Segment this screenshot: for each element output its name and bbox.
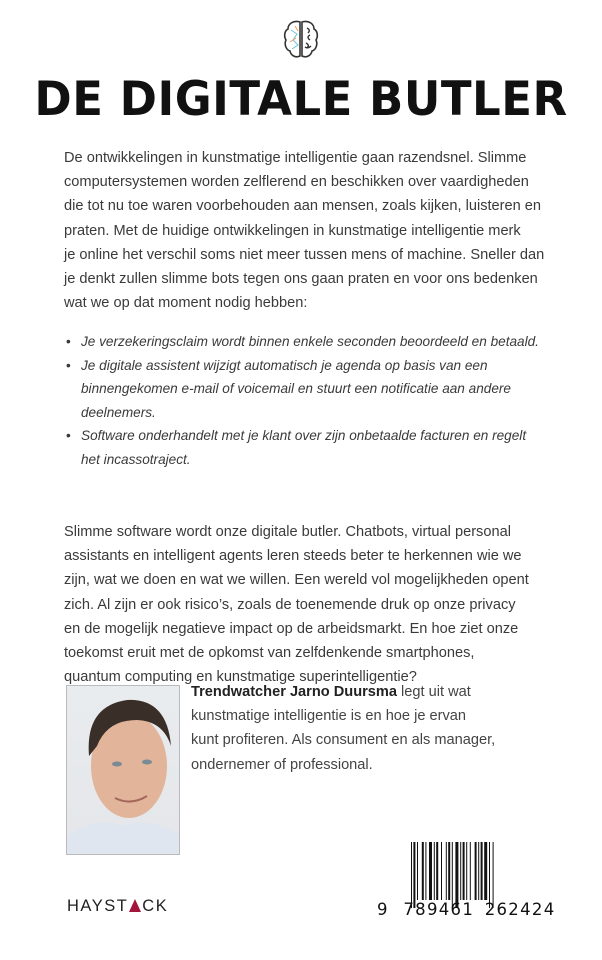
barcode-bar [429,842,432,900]
bullet-dot: • [66,334,71,349]
bullet-list [64,330,539,472]
publisher-logo [67,897,168,916]
isbn-group: 262424 [484,900,556,919]
text-line: quantum computing en kunstmatige superintelligentie? [64,669,417,686]
text-line: zich. Al zijn er ook risico’s, zoals de toenemende druk op onze privacy [64,596,516,613]
isbn-digit: 9 [377,900,389,919]
isbn-number [377,900,556,919]
text-line: die tot nu toe waren voorbehouden aan mensen, zoals kijken, luisteren en [64,198,542,215]
text-line: en de mogelijk negatieve impact op de arbeidsmarkt. En hoe ziet onze [64,620,519,637]
barcode-bar [466,842,467,900]
barcode-bar [441,842,442,900]
barcode-bar [484,842,487,900]
bullet-line: het incassotraject. [81,451,191,467]
author-photo [66,685,180,855]
intro-paragraph [64,146,584,315]
barcode-bar [436,842,438,900]
text-line: wat we op dat moment nodig hebben: [64,295,308,312]
bullet-line: Software onderhandelt met je klant over zijn onbetaalde facturen en regelt [81,428,527,444]
bullet-line: binnengekomen e-mail of voicemail en stuurt een notificatie aan andere [81,381,511,397]
barcode-bar [470,842,471,900]
brain-icon [283,18,319,60]
barcode-bar [422,842,424,900]
barcode-bar [489,842,490,908]
bullet-line: Je digitale assistent wijzigt automatisch je agenda op basis van een [81,357,488,373]
bullet-dot: • [66,357,71,373]
bullet-dot: • [66,428,71,444]
bio-line: kunt profiteren. Als consument en als manager, [191,732,496,749]
text-line: De ontwikkelingen in kunstmatige intelligentie gaan razendsnel. Slimme [64,150,527,166]
bullet-line: deelnemers. [81,404,156,420]
barcode-bar [425,842,426,900]
publisher-text: HAYST [67,897,129,915]
barcode-bar [478,842,479,900]
text-line: zijn, wat we doen en wat we willen. Een wereld vol mogelijkheden opent [64,572,529,589]
bullet-line: Je verzekeringsclaim wordt binnen enkele seconden beoordeeld en betaald. [81,334,539,349]
barcode-bar [411,842,412,908]
bullet-item [64,330,539,354]
text-line: Slimme software wordt onze digitale butler. Chatbots, virtual personal [64,524,511,540]
barcode-bar [475,842,477,900]
bio-line: ondernemer of professional. [191,756,373,773]
text-line: toekomst eruit met de opkomst van zelfdenkende smartphones, [64,645,475,662]
barcode-bar [413,842,415,908]
barcode-bar [446,842,447,900]
barcode-bar [460,842,461,900]
bullet-item [64,354,539,425]
author-name: Trendwatcher Jarno Duursma [191,684,397,700]
text-line: je online het verschil soms niet meer tussen mens of machine. Sneller dan [64,246,545,263]
text-line: assistants en intelligent agents leren steeds beter te herkennen wie we [64,548,522,565]
bio-line: kunstmatige intelligentie is en hoe je ervan [191,708,467,725]
triangle-icon [129,899,141,912]
text-line: computersystemen worden zelflerend en beschikken over vaardigheden [64,174,529,191]
barcode-bar [481,842,483,900]
text-line: praten. Met de huidige ontwikkelingen in kunstmatige intelligentie merk [64,222,521,239]
book-title: DE DIGITALE BUTLER [34,70,568,127]
barcode-bar [452,842,453,908]
text-line: je denkt zullen slimme bots tegen ons gaan praten en voor ons bedenken [64,271,538,288]
bio-text: legt uit wat [397,684,471,700]
bullet-item [64,424,539,471]
barcode-bar [434,842,435,900]
isbn-group: 789461 [403,900,475,919]
barcode-bar [463,842,465,900]
barcode-bar [417,842,418,900]
second-paragraph [64,520,584,689]
barcode-bar [455,842,458,908]
barcode-bar [448,842,450,900]
author-bio [191,680,495,777]
publisher-text: CK [142,897,169,915]
barcode-bar [493,842,494,908]
